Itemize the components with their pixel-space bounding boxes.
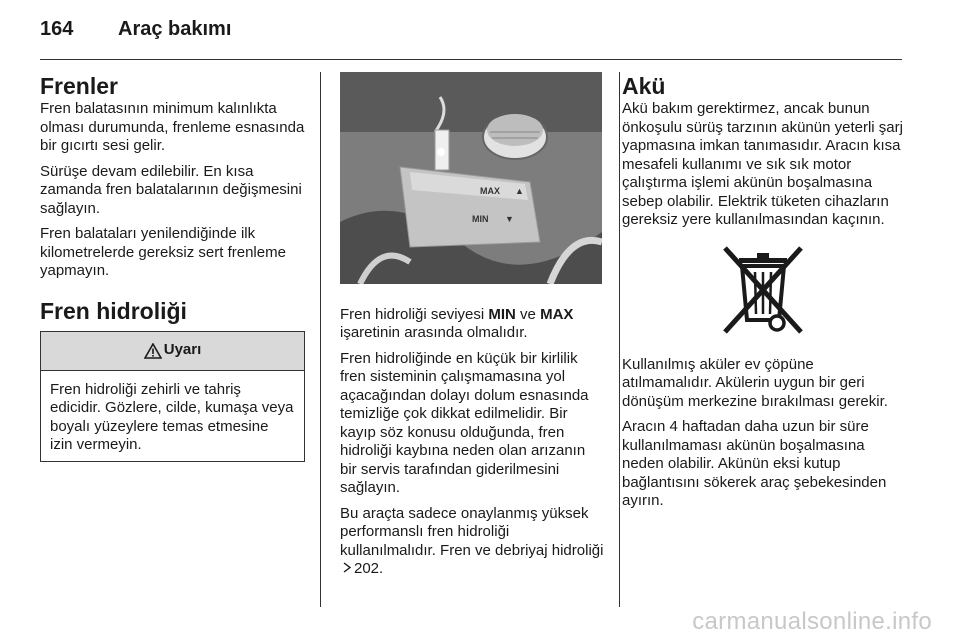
photo-label-min: MIN xyxy=(472,214,489,224)
warning-title: Uyarı xyxy=(163,341,202,359)
term-max: MAX xyxy=(540,305,574,323)
paragraph: Akü bakım gerektirmez, ancak bunun önkoşulu sürüş tarzının akünün yeterli şarj yapmasına imkan tanımasıdır. Aracın kısa mesafeli kullanımı ve sık sık motor çalıştırma işlemi akünün boşalmasına sebep olabilir. Elektrik tüketen cihazların gereksiz yere kullanılmasından kaçının. xyxy=(622,100,903,228)
warning-triangle-icon xyxy=(144,343,162,359)
svg-text:▼: ▼ xyxy=(505,214,514,224)
header-rule xyxy=(40,59,902,60)
paragraph: Sürüşe devam edilebilir. En kısa zamanda fren balatalarının değişmesini sağlayın. xyxy=(40,162,302,217)
warning-body: Fren hidroliği zehirli ve tahriş edicidir. Gözlere, cilde, kumaşa veya boyalı yüzeylere temas etmesine izin vermeyin. xyxy=(50,380,294,453)
crossed-bin-wrap xyxy=(622,240,904,340)
heading-fren-hidroligi: Fren hidroliği xyxy=(40,297,187,324)
warning-header xyxy=(41,332,304,371)
watermark: carmanualsonline.info xyxy=(692,608,932,635)
column-2 xyxy=(340,72,605,586)
warning-box xyxy=(40,331,305,462)
paragraph: Fren balataları yenilendiğinde ilk kilometrelerde gereksiz sert frenleme yapmayın. xyxy=(40,225,286,279)
page-reference: 202. xyxy=(354,560,384,577)
column-1 xyxy=(40,72,305,462)
column-divider-1 xyxy=(320,72,321,607)
brake-fluid-reservoir-photo xyxy=(340,72,602,284)
page-reference-arrow-icon xyxy=(343,562,351,573)
photo-label-max: MAX xyxy=(480,186,500,196)
paragraph: Bu araçta sadece onaylanmış yüksek performanslı fren hidroliği kullanılmalıdır. Fren ve debriyaj hidroliği202. xyxy=(340,504,604,577)
column-divider-2 xyxy=(619,72,620,607)
paragraph: Kullanılmış aküler ev çöpüne atılmamalıdır. Akülerin uygun bir geri dönüşüm merkezine bırakılması gerekir. xyxy=(622,355,888,410)
crossed-out-wheelie-bin-icon xyxy=(713,240,813,340)
term-min: MIN xyxy=(488,305,516,323)
running-title: Araç bakımı xyxy=(118,18,232,40)
paragraph: Aracın 4 haftadan daha uzun bir süre kullanılmaması akünün boşalmasına neden olabilir. Akünün eksi kutup bağlantısını sökerek araç şebekesinden ayırın. xyxy=(622,418,887,509)
svg-text:▲: ▲ xyxy=(515,186,524,196)
heading-frenler: Frenler xyxy=(40,73,118,99)
paragraph: Fren balatasının minimum kalınlıkta olması durumunda, frenleme esnasında bir gıcırtı sesi gelir. xyxy=(40,100,305,154)
page-header xyxy=(40,18,920,48)
paragraph: Fren hidroliğinde en küçük bir kirlilik fren sisteminin çalışmamasına yol açacağından dolayı dolum esnasında temizliğe çok dikkat edilmelidir. Bir kayıp söz konusu olduğunda, fren hidroliği kaybına neden olan arızanın bir servis tarafından giderilmesini sağlayın. xyxy=(340,349,589,496)
heading-aku: Akü xyxy=(622,73,666,99)
column-3 xyxy=(622,72,904,518)
paragraph: Fren hidroliği seviyesi MIN ve MAX işaretinin arasında olmalıdır. xyxy=(340,305,574,341)
page-number: 164 xyxy=(40,18,74,40)
